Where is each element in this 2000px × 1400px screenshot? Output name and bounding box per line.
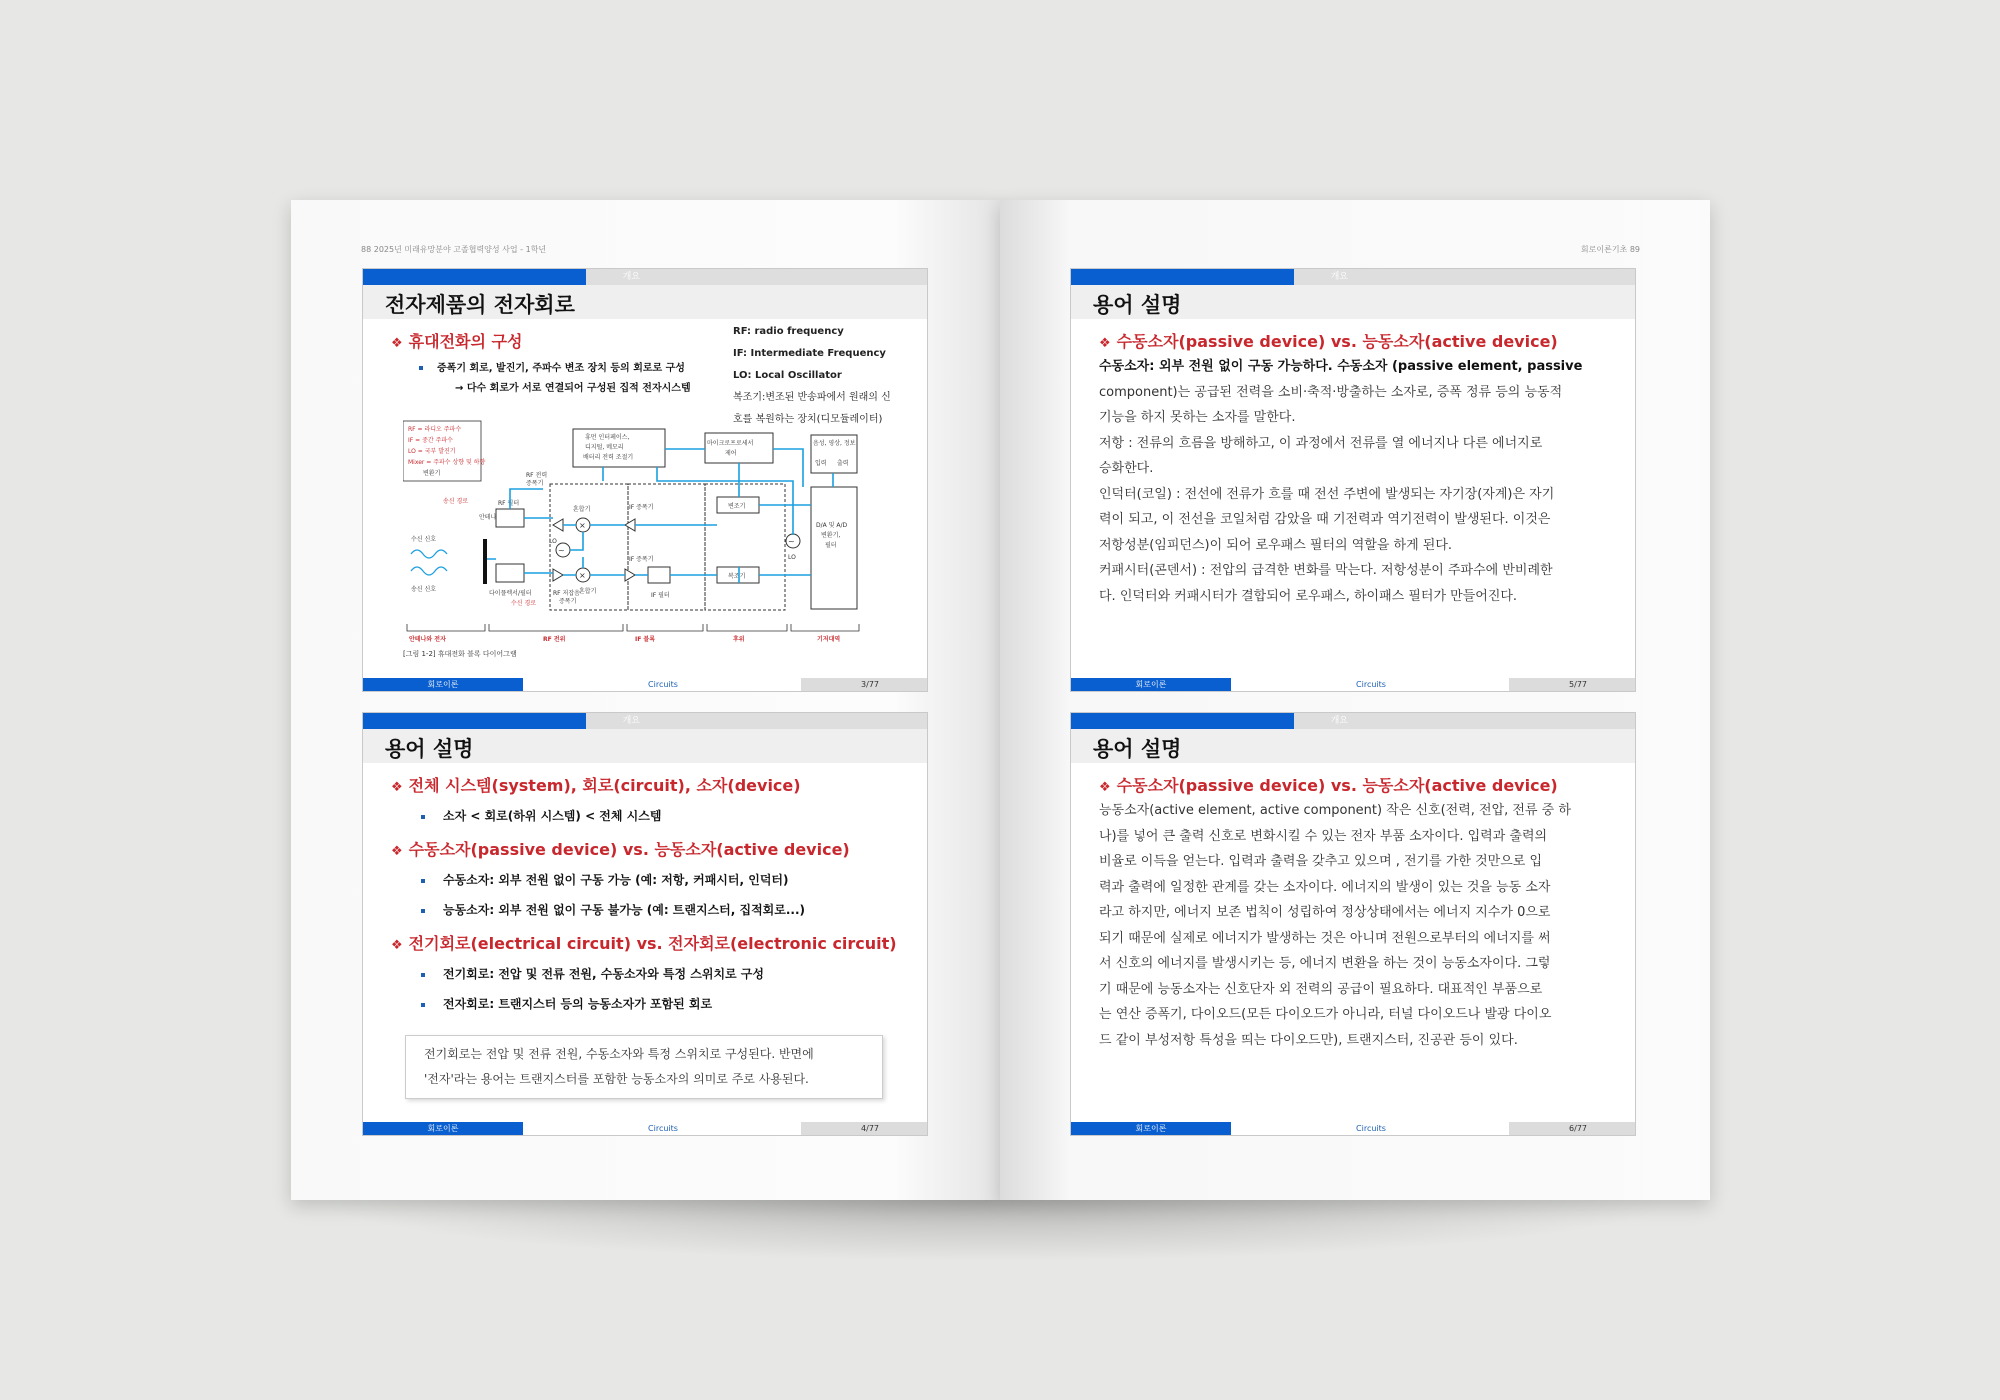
heading-passive-active: ❖ 수동소자(passive device) vs. 능동소자(active device) <box>391 840 850 859</box>
svg-text:LO: LO <box>549 538 557 545</box>
definition-lo: LO: Local Oscillator <box>733 370 842 381</box>
svg-text:수신 경로: 수신 경로 <box>511 600 537 607</box>
svg-text:입력: 입력 <box>815 460 827 467</box>
body-paragraph <box>1099 354 1619 609</box>
low-noise-amplifier <box>553 569 563 581</box>
footer-subject: Circuits <box>1231 1122 1511 1135</box>
svg-text:복조기: 복조기 <box>728 573 746 580</box>
svg-text:휴먼 인터페이스,: 휴먼 인터페이스, <box>585 434 630 441</box>
svg-text:후위: 후위 <box>733 636 745 643</box>
svg-text:디지털, 메모리: 디지털, 메모리 <box>585 444 624 451</box>
svg-text:IF 블록: IF 블록 <box>635 636 656 643</box>
footer-course: 회로이론 <box>363 1122 523 1135</box>
bullet-item: 전자회로: 트랜지스터 등의 능동소자가 포함된 회로 <box>421 995 712 1012</box>
heading-electrical-electronic: ❖ 전기회로(electrical circuit) vs. 전자회로(electronic circuit) <box>391 934 897 953</box>
bullet-item: 전기회로: 전압 및 전류 전원, 수동소자와 특정 스위치로 구성 <box>421 965 764 982</box>
slide-topbar <box>363 269 927 285</box>
text-line: 력이 되고, 이 전선을 코일처럼 감았을 때 기전력과 역기전력이 발생된다. 이것은 <box>1099 512 1551 527</box>
svg-text:제어: 제어 <box>725 450 737 457</box>
footer-page-number: 3/77 <box>801 678 927 691</box>
text-line: 기 때문에 능동소자는 신호단자 외 전력의 공급이 필요하다. 대표적인 부품으로 <box>1099 981 1543 997</box>
right-page <box>1000 200 1710 1200</box>
antenna-bar <box>483 539 487 584</box>
slide-footer <box>1071 678 1635 691</box>
footer-course: 회로이론 <box>363 678 523 691</box>
text-line: 라고 하지만, 에너지 보존 법칙이 성립하여 정상상태에서는 에너지 지수가 0으로 <box>1099 905 1551 920</box>
definition-list <box>733 321 891 431</box>
svg-text:×: × <box>579 521 586 530</box>
section-tab: 개요 <box>1330 272 1348 282</box>
text-line: component)는 공급된 전력을 소비·축적·방출하는 소자로, 증폭 정류 등의 능동적 <box>1099 384 1563 400</box>
svg-text:D/A 및 A/D: D/A 및 A/D <box>816 522 848 529</box>
section-tab: 개요 <box>622 716 640 726</box>
legend-line: Mixer = 주파수 상향 및 하향 <box>408 459 486 466</box>
signal-wires <box>487 449 833 583</box>
slide-title: 용어 설명 <box>1093 293 1182 317</box>
footer-course: 회로이론 <box>1071 678 1231 691</box>
footer-page-number: 5/77 <box>1509 678 1635 691</box>
svg-text:수신 신호: 수신 신호 <box>411 536 437 543</box>
footer-course: 회로이론 <box>1071 1122 1231 1135</box>
legend-line: RF = 라디오 주파수 <box>408 426 462 433</box>
svg-text:송신 신호: 송신 신호 <box>411 586 437 593</box>
slide-topbar <box>1071 713 1635 729</box>
svg-text:증폭기: 증폭기 <box>559 598 577 605</box>
rf-power-amplifier <box>553 519 563 531</box>
signal-waves <box>411 550 447 575</box>
definition-demod: 복조기:변조된 반송파에서 원래의 신 <box>733 392 891 403</box>
footer-subject: Circuits <box>1231 678 1511 691</box>
heading-passive-active: ❖ 수동소자(passive device) vs. 능동소자(active device) <box>1099 332 1558 351</box>
text-line: 비율로 이득을 얻는다. 입력과 출력을 갖추고 있으며 , 전기를 가한 것만으로 입 <box>1099 854 1543 869</box>
svg-text:IF 증폭기: IF 증폭기 <box>629 504 654 511</box>
slide-footer <box>363 678 927 691</box>
text-line: 저항성분(임피던스)이 되어 로우패스 필터의 역할을 하게 된다. <box>1099 537 1453 553</box>
legend-line: IF = 중간 주파수 <box>408 437 453 444</box>
text-line: 기능을 하지 못하는 소자를 말한다. <box>1099 410 1296 425</box>
bullet-item: 능동소자: 외부 전원 없이 구동 불가능 (예: 트랜지스터, 집적회로...) <box>421 901 805 918</box>
slide-footer <box>363 1122 927 1135</box>
svg-text:필터: 필터 <box>825 542 837 549</box>
text-line: 다. 인덕터와 커패시터가 결합되어 로우패스, 하이패스 필터가 만들어진다. <box>1099 588 1518 604</box>
text-line: 는 연산 증폭기, 다이오드(모든 다이오드가 아니라, 터널 다이오드나 발광 다이오 <box>1099 1007 1552 1022</box>
svg-text:RF 전위: RF 전위 <box>543 636 566 643</box>
text-line: 능동소자(active element, active component) 작은 신호(전력, 전압, 전류 중 하 <box>1099 803 1571 818</box>
bullet-item: 소자 < 회로(하위 시스템) < 전체 시스템 <box>421 807 661 824</box>
svg-text:안테나와 전자: 안테나와 전자 <box>409 636 446 643</box>
svg-text:IF 필터: IF 필터 <box>651 592 670 599</box>
figure-caption: [그림 1-2] 휴대전화 블록 다이어그램 <box>403 650 517 658</box>
slide-footer <box>1071 1122 1635 1135</box>
slide-title: 용어 설명 <box>1093 737 1182 761</box>
svg-text:RF 전력: RF 전력 <box>526 472 548 479</box>
svg-text:LO: LO <box>788 554 796 561</box>
bullet-item: 수동소자: 외부 전원 없이 구동 가능 (예: 저항, 커패시터, 인덕터) <box>421 871 789 888</box>
svg-text:변조기: 변조기 <box>728 503 746 510</box>
bullet-item: 증폭기 회로, 발진기, 주파수 변조 장치 등의 회로로 구성 <box>419 359 685 374</box>
svg-text:~: ~ <box>558 546 565 555</box>
text-line: 승화한다. <box>1099 461 1154 476</box>
bullet-subitem: → 다수 회로가 서로 연결되어 구성된 집적 전자시스템 <box>455 383 691 394</box>
svg-text:~: ~ <box>788 537 795 546</box>
note-box <box>405 1035 883 1099</box>
svg-text:증폭기: 증폭기 <box>526 480 544 487</box>
section-tab: 개요 <box>622 272 640 282</box>
svg-text:배터리 전력 조절기: 배터리 전력 조절기 <box>583 454 634 461</box>
heading-phone-structure: ❖ 휴대전화의 구성 <box>391 332 523 351</box>
svg-text:RF 필터: RF 필터 <box>498 500 520 507</box>
if-filter-box <box>648 567 670 583</box>
left-page <box>291 200 1000 1200</box>
section-tab: 개요 <box>1330 716 1348 726</box>
microprocessor-box <box>705 433 773 463</box>
text-line: 서 신호의 에너지를 발생시키는 등, 에너지 변환을 하는 것이 능동소자이다. 그렇 <box>1099 956 1551 971</box>
text-line: 되기 때문에 실제로 에너지가 발생하는 것은 아니며 전원으로부터의 에너지를 써 <box>1099 930 1551 946</box>
slide-active-device <box>1070 712 1636 1136</box>
text-line: 수동소자: 외부 전원 없이 구동 가능하다. 수동소자 (passive element, passive <box>1099 359 1583 374</box>
rx-if-amplifier <box>625 569 635 581</box>
footer-subject: Circuits <box>523 1122 803 1135</box>
slide-terms-overview <box>362 712 928 1136</box>
tx-if-amplifier <box>625 519 635 531</box>
rf-filter-box <box>496 509 524 527</box>
text-line: 저항 : 전류의 흐름을 방해하고, 이 과정에서 전류를 열 에너지나 다른 에너지로 <box>1099 435 1543 451</box>
text-line: 력과 출력에 일정한 관계를 갖는 소자이다. 에너지의 발생이 있는 것을 능동 소자 <box>1099 879 1551 895</box>
footer-page-number: 4/77 <box>801 1122 927 1135</box>
legend-line: LO = 국부 발진기 <box>408 448 456 455</box>
svg-text:RF 저잡음: RF 저잡음 <box>553 590 580 597</box>
text-line: 드 같이 부성저항 특성을 띄는 다이오드만), 트랜지스터, 진공관 등이 있다. <box>1099 1032 1518 1048</box>
definition-if: IF: Intermediate Frequency <box>733 348 886 359</box>
phone-block-diagram <box>403 419 923 644</box>
svg-text:×: × <box>579 571 586 580</box>
svg-text:기저대역: 기저대역 <box>817 636 841 643</box>
right-running-header: 회로이론기초 89 <box>1580 245 1640 254</box>
section-brackets <box>407 624 859 631</box>
slide-topbar <box>1071 269 1635 285</box>
text-line: 커패시터(콘덴서) : 전압의 급격한 변화를 막는다. 저항성분이 주파수에 반비례한 <box>1099 563 1553 578</box>
svg-text:혼합기: 혼합기 <box>573 506 591 513</box>
svg-text:음성, 영상, 정보: 음성, 영상, 정보 <box>813 440 856 447</box>
footer-page-number: 6/77 <box>1509 1122 1635 1135</box>
slide-topbar <box>363 713 927 729</box>
text-line: 인덕터(코일) : 전선에 전류가 흐를 때 전선 주변에 발생되는 자기장(자계)은 자기 <box>1099 486 1555 502</box>
duplexer-box <box>496 564 524 582</box>
svg-text:혼합기: 혼합기 <box>579 588 597 595</box>
svg-text:마이크로프로세서: 마이크로프로세서 <box>707 440 754 447</box>
svg-text:안테나: 안테나 <box>479 514 497 521</box>
diamond-bullet-icon: ❖ <box>391 336 403 351</box>
heading-passive-active: ❖ 수동소자(passive device) vs. 능동소자(active device) <box>1099 776 1558 795</box>
slide-title: 전자제품의 전자회로 <box>385 293 575 317</box>
definition-rf: RF: radio frequency <box>733 326 844 337</box>
footer-subject: Circuits <box>523 678 803 691</box>
note-line: 전기회로는 전압 및 전류 전원, 수동소자와 특정 스위치로 구성된다. 반면에 <box>424 1047 814 1061</box>
svg-text:변환기,: 변환기, <box>821 532 841 539</box>
definition-demod-cont: 호를 복원하는 장치(디모듈레이터) <box>733 414 883 425</box>
heading-system-circuit-device: ❖ 전체 시스템(system), 회로(circuit), 소자(device) <box>391 776 801 795</box>
slide-title: 용어 설명 <box>385 737 474 761</box>
legend-line: 변환기 <box>423 470 441 477</box>
left-running-header: 88 2025년 미래유망분야 고졸협력양성 사업 - 1학년 <box>361 245 547 254</box>
slide-phone-circuit <box>362 268 928 692</box>
note-line: '전자'라는 용어는 트랜지스터를 포함한 능동소자의 의미로 주로 사용된다. <box>424 1072 809 1086</box>
svg-text:IF 증폭기: IF 증폭기 <box>629 556 654 563</box>
svg-text:다이플렉서/필터: 다이플렉서/필터 <box>489 590 532 597</box>
svg-text:출력: 출력 <box>837 460 849 467</box>
slide-passive-device <box>1070 268 1636 692</box>
svg-text:송신 경로: 송신 경로 <box>443 498 469 505</box>
text-line: 나)를 넣어 큰 출력 신호로 변화시킬 수 있는 전자 부품 소자이다. 입력과 출력의 <box>1099 828 1548 844</box>
body-paragraph <box>1099 798 1619 1053</box>
